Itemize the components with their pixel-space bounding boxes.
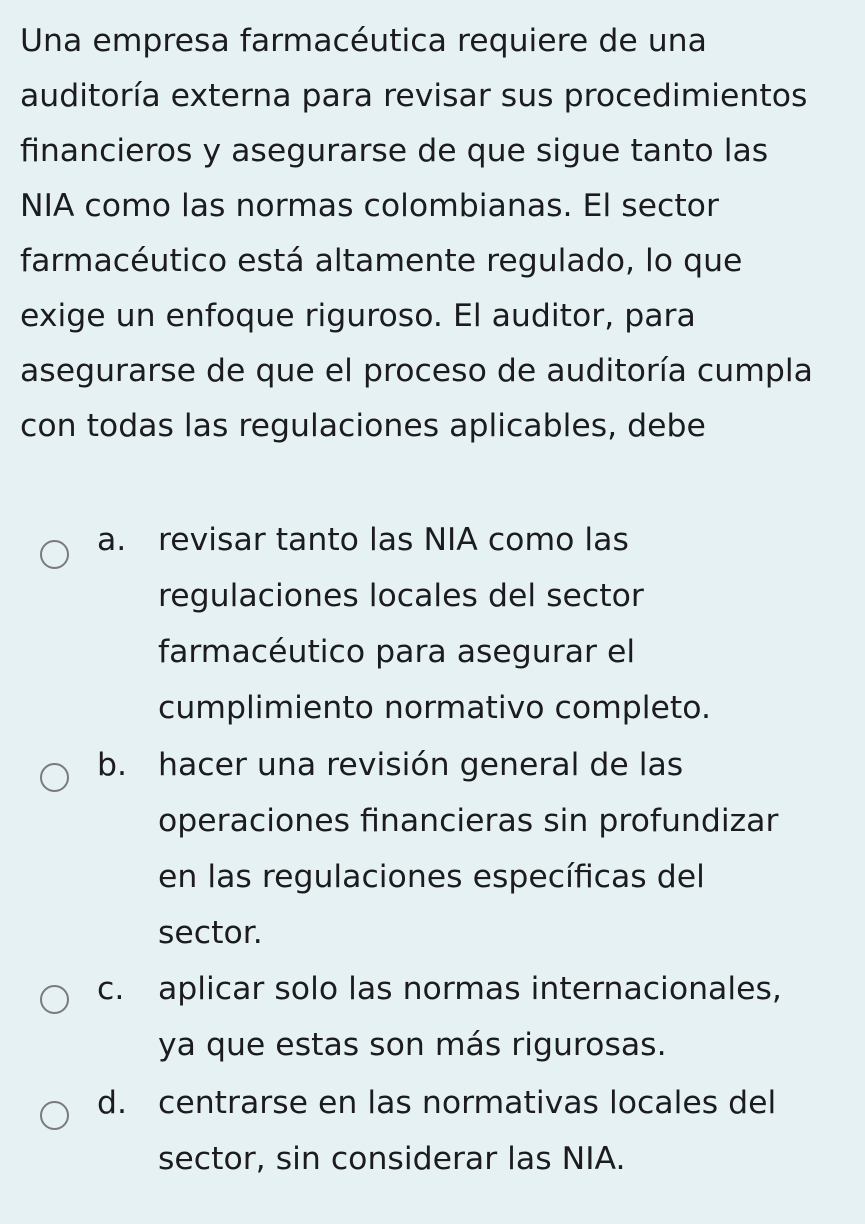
option-text[interactable] <box>158 1075 848 1187</box>
question-line: auditoría externa para revisar sus procedimientos <box>20 78 808 114</box>
option-text[interactable] <box>158 737 848 961</box>
option-line: farmacéutico para asegurar el <box>158 634 636 670</box>
question-line: NIA como las normas colombianas. El sector <box>20 188 719 224</box>
option-line: ya que estas son más rigurosas. <box>158 1027 667 1063</box>
question-line: Una empresa farmacéutica requiere de una <box>20 23 707 59</box>
option-text[interactable] <box>158 961 848 1073</box>
option-letter: c. <box>97 971 125 1007</box>
radio-button-a[interactable] <box>40 540 69 569</box>
question-line: con todas las regulaciones aplicables, debe <box>20 408 706 444</box>
question-line: financieros y asegurarse de que sigue tanto las <box>20 133 769 169</box>
question-text <box>20 14 850 454</box>
option-line: sector. <box>158 915 263 951</box>
option-line: hacer una revisión general de las <box>158 747 684 783</box>
option-line: sector, sin considerar las NIA. <box>158 1141 626 1177</box>
radio-button-c[interactable] <box>40 985 69 1014</box>
option-line: en las regulaciones específicas del <box>158 859 705 895</box>
option-letter: a. <box>97 522 127 558</box>
option-letter: d. <box>97 1085 128 1121</box>
option-line: cumplimiento normativo completo. <box>158 690 712 726</box>
radio-button-d[interactable] <box>40 1101 69 1130</box>
question-line: asegurarse de que el proceso de auditoría cumpla <box>20 353 813 389</box>
option-line: regulaciones locales del sector <box>158 578 644 614</box>
radio-button-b[interactable] <box>40 763 69 792</box>
option-text[interactable] <box>158 512 848 736</box>
option-line: centrarse en las normativas locales del <box>158 1085 777 1121</box>
question-line: exige un enfoque riguroso. El auditor, para <box>20 298 696 334</box>
option-line: operaciones financieras sin profundizar <box>158 803 779 839</box>
option-line: aplicar solo las normas internacionales, <box>158 971 782 1007</box>
option-letter: b. <box>97 747 128 783</box>
question-line: farmacéutico está altamente regulado, lo que <box>20 243 743 279</box>
option-line: revisar tanto las NIA como las <box>158 522 629 558</box>
